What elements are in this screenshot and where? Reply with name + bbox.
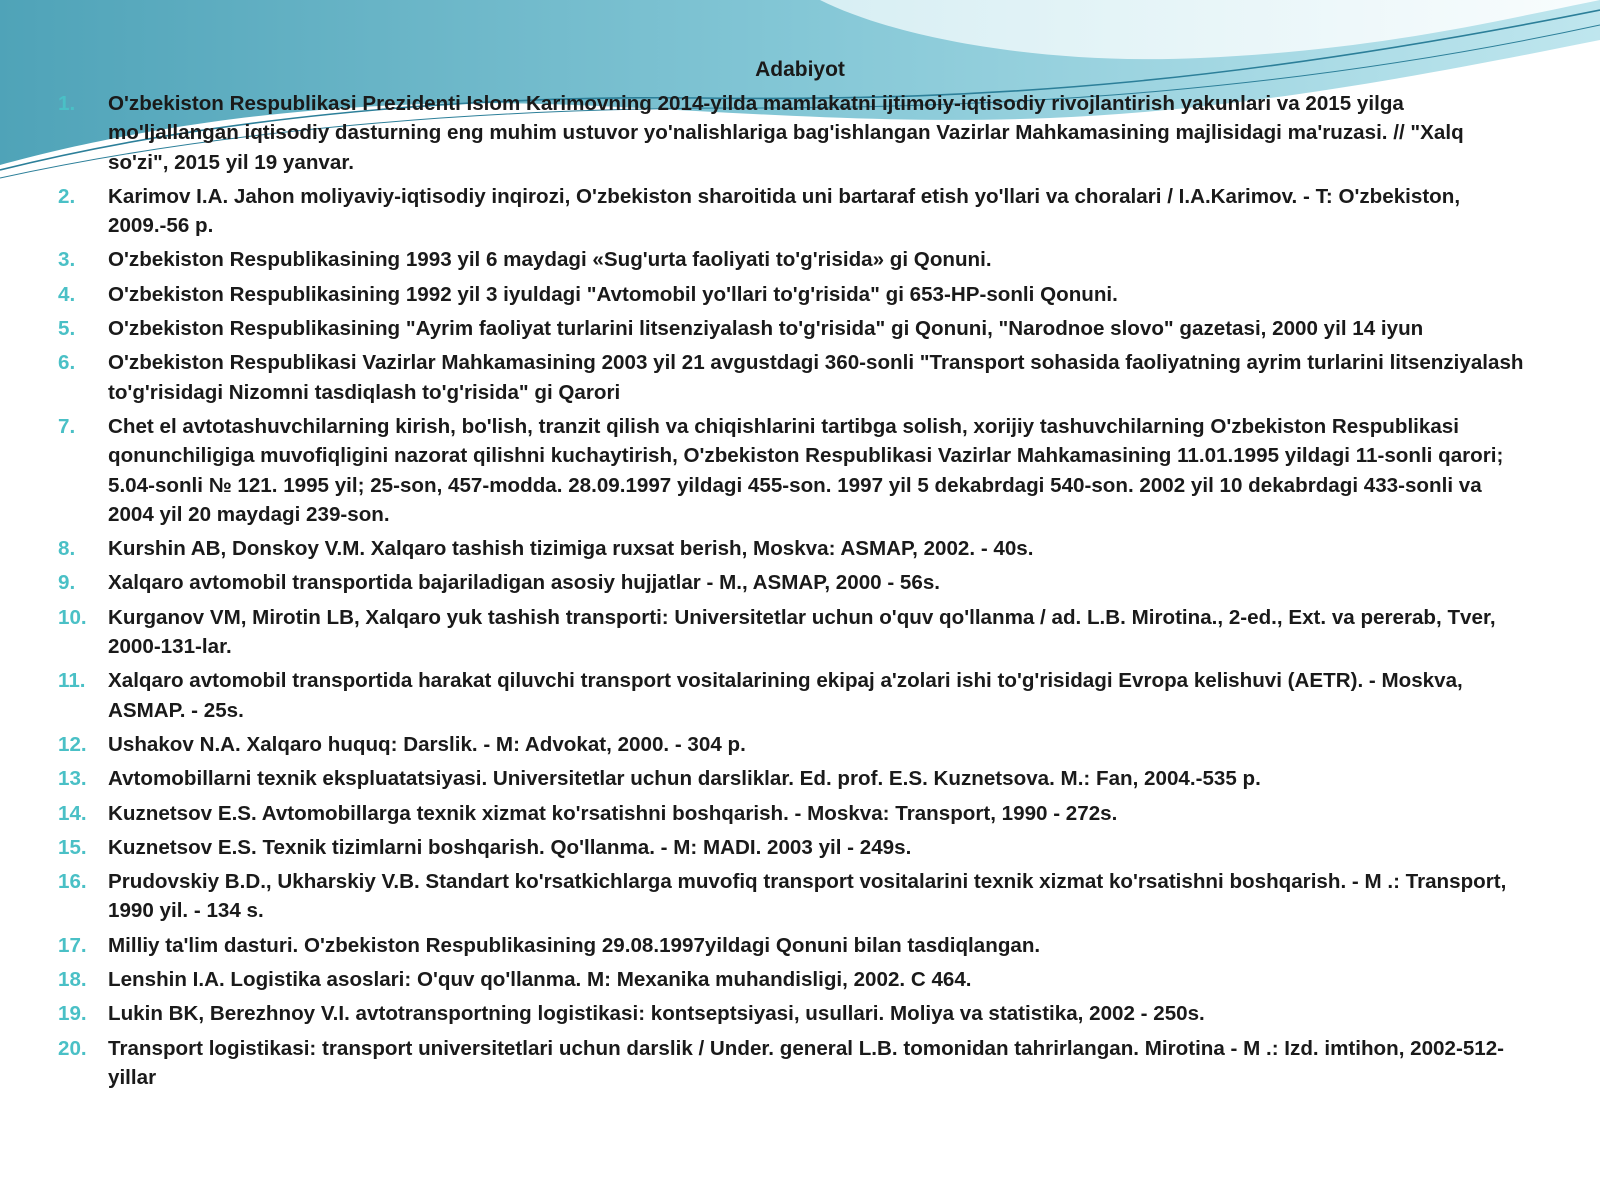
reference-number: 6. bbox=[58, 351, 76, 375]
reference-number: 12. bbox=[58, 732, 87, 756]
reference-text: O'zbekiston Respublikasi Prezidenti Islom Karimovning 2014-yilda mamlakatni ijtimoiy-iqtisodiy rivojlantirish yakunlari va 2015 yilga mo'ljallangan iqtisodiy dasturning eng muhim ustuvor yo'nalishlariga bag'ishlangan Vazirlar Mahkamasining majlisidagi ma'ruzasi. // "Xalq so'zi", 2015 yil 19 yanvar. bbox=[108, 92, 1464, 174]
reference-text: Milliy ta'lim dasturi. O'zbekiston Respublikasining 29.08.1997yildagi Qonuni bilan tasdiqlangan. bbox=[108, 933, 1041, 957]
reference-item bbox=[58, 764, 1526, 793]
reference-item bbox=[58, 1034, 1526, 1093]
reference-item bbox=[58, 867, 1526, 926]
reference-number: 8. bbox=[58, 537, 76, 561]
reference-number: 16. bbox=[58, 870, 87, 894]
reference-number: 18. bbox=[58, 968, 87, 992]
reference-number: 7. bbox=[58, 414, 76, 438]
reference-text: O'zbekiston Respublikasi Vazirlar Mahkamasining 2003 yil 21 avgustdagi 360-sonli "Transport sohasida faoliyatning ayrim turlarini litsenziyalash to'g'risidagi Nizomni tasdiqlash to'g'risida" gi Qarori bbox=[108, 351, 1524, 404]
reference-number: 4. bbox=[58, 282, 76, 306]
reference-text: O'zbekiston Respublikasining 1993 yil 6 maydagi «Sug'urta faoliyati to'g'risida» gi Qonuni. bbox=[108, 248, 992, 272]
reference-text: Chet el avtotashuvchilarning kirish, bo'lish, tranzit qilish va chiqishlarini tartibga solish, xorijiy tashuvchilarning O'zbekiston Respublikasi qonunchiligiga muvofiqligini nazorat qilishni kuchaytirish, O'zbekiston Respublikasi Vazirlar Mahkamasining 11.01.1995 yildagi 11-sonli qarori; 5.04-sonli № 121. 1995 yil; 25-son, 457-modda. 28.09.1997 yildagi 455-son. 1997 yil 5 dekabrdagi 540-son. 2002 yil 10 dekabrdagi 433-sonli va 2004 yil 20 maydagi 239-son. bbox=[108, 414, 1504, 526]
reference-item bbox=[58, 314, 1526, 343]
reference-number: 17. bbox=[58, 933, 87, 957]
reference-item bbox=[58, 534, 1526, 563]
reference-text: Transport logistikasi: transport universitetlari uchun darslik / Under. general L.B. tomonidan tahrirlangan. Mirotina - M .: Izd. imtihon, 2002-512-yillar bbox=[108, 1036, 1505, 1089]
reference-number: 14. bbox=[58, 801, 87, 825]
reference-item bbox=[58, 245, 1526, 274]
reference-text: Avtomobillarni texnik ekspluatatsiyasi. Universitetlar uchun darsliklar. Ed. prof. E.S. Kuznetsova. M.: Fan, 2004.-535 p. bbox=[108, 767, 1261, 791]
reference-text: Prudovskiy B.D., Ukharskiy V.B. Standart ko'rsatkichlarga muvofiq transport vositalarini texnik xizmat ko'rsatishni boshqarish. - M .: Transport, 1990 yil. - 134 s. bbox=[108, 870, 1507, 923]
reference-number: 1. bbox=[58, 92, 76, 115]
reference-number: 9. bbox=[58, 571, 76, 595]
reference-item bbox=[58, 412, 1526, 529]
reference-item bbox=[58, 89, 1526, 177]
reference-item bbox=[58, 568, 1526, 597]
reference-item bbox=[58, 999, 1526, 1028]
reference-number: 13. bbox=[58, 767, 87, 791]
reference-text: Karimov I.A. Jahon moliyaviy-iqtisodiy inqirozi, O'zbekiston sharoitida uni bartaraf etish yo'llari va choralari / I.A.Karimov. - T: O'zbekiston, 2009.-56 p. bbox=[108, 184, 1461, 238]
reference-number: 5. bbox=[58, 317, 76, 341]
reference-item bbox=[58, 666, 1526, 725]
reference-item bbox=[58, 833, 1526, 862]
reference-item bbox=[58, 182, 1526, 241]
reference-number: 3. bbox=[58, 248, 76, 272]
reference-number: 19. bbox=[58, 1002, 87, 1026]
reference-item bbox=[58, 280, 1526, 309]
reference-number: 11. bbox=[58, 669, 86, 693]
reference-number: 15. bbox=[58, 835, 87, 859]
reference-list bbox=[58, 89, 1526, 1097]
slide-title: Adabiyot bbox=[755, 58, 845, 81]
reference-item bbox=[58, 965, 1526, 994]
reference-text: Xalqaro avtomobil transportida harakat qiluvchi transport vositalarining ekipaj a'zolari ishi to'g'risidagi Evropa kelishuvi (AETR). - Moskva, ASMAP. - 25s. bbox=[108, 669, 1463, 722]
reference-text: Kurshin AB, Donskoy V.M. Xalqaro tashish tizimiga ruxsat berish, Moskva: ASMAP, 2002. - 40s. bbox=[108, 537, 1034, 561]
reference-item bbox=[58, 730, 1526, 759]
reference-text: Lukin BK, Berezhnoy V.I. avtotransportning logistikasi: kontseptsiyasi, usullari. Moliya va statistika, 2002 - 250s. bbox=[108, 1002, 1205, 1026]
reference-text: Kurganov VM, Mirotin LB, Xalqaro yuk tashish transporti: Universitetlar uchun o'quv qo'llanma / ad. L.B. Mirotina., 2-ed., Ext. va pererab, Tver, 2000-131-lar. bbox=[108, 605, 1496, 659]
reference-item bbox=[58, 931, 1526, 960]
reference-number: 10. bbox=[58, 605, 87, 629]
reference-text: Ushakov N.A. Xalqaro huquq: Darslik. - M: Advokat, 2000. - 304 p. bbox=[108, 732, 746, 756]
reference-text: O'zbekiston Respublikasining 1992 yil 3 iyuldagi "Avtomobil yo'llari to'g'risida" gi 653-HP-sonli Qonuni. bbox=[108, 282, 1118, 306]
reference-item bbox=[58, 603, 1526, 662]
reference-number: 20. bbox=[58, 1036, 87, 1060]
reference-text: Xalqaro avtomobil transportida bajariladigan asosiy hujjatlar - M., ASMAP, 2000 - 56s. bbox=[108, 571, 941, 595]
reference-number: 2. bbox=[58, 184, 76, 208]
reference-item bbox=[58, 799, 1526, 828]
reference-item bbox=[58, 348, 1526, 407]
reference-text: Lenshin I.A. Logistika asoslari: O'quv qo'llanma. M: Mexanika muhandisligi, 2002. C 464. bbox=[108, 968, 972, 992]
reference-text: O'zbekiston Respublikasining "Ayrim faoliyat turlarini litsenziyalash to'g'risida" gi Qonuni, "Narodnoe slovo" gazetasi, 2000 yil 14 iyun bbox=[108, 317, 1424, 341]
reference-text: Kuznetsov E.S. Avtomobillarga texnik xizmat ko'rsatishni boshqarish. - Moskva: Transport, 1990 - 272s. bbox=[108, 801, 1118, 825]
reference-text: Kuznetsov E.S. Texnik tizimlarni boshqarish. Qo'llanma. - M: MADI. 2003 yil - 249s. bbox=[108, 835, 912, 859]
